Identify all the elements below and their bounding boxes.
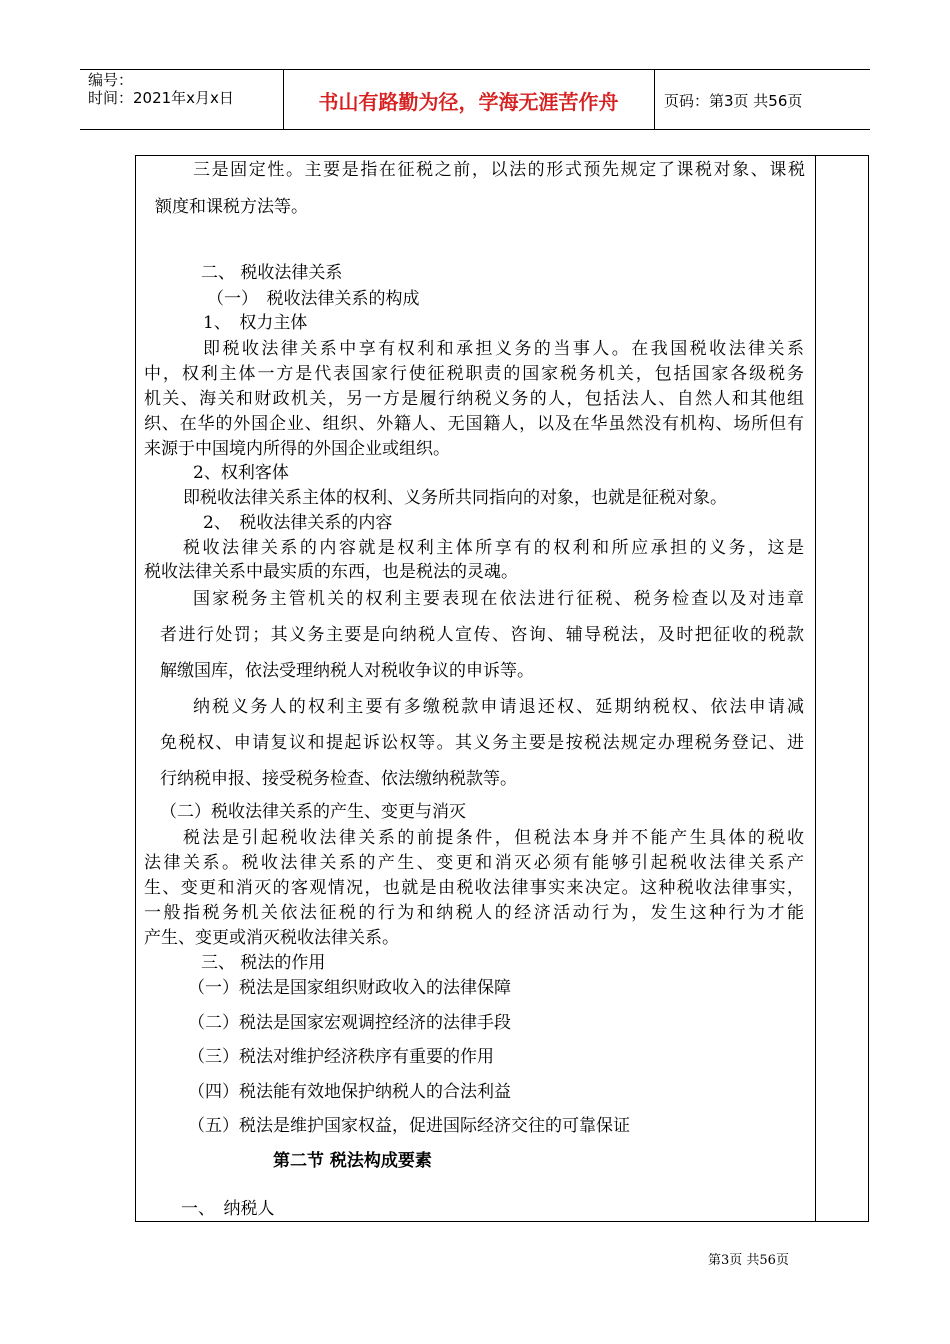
header-bottom-rule [80,129,870,130]
paragraph-line: 一般指税务机关依法征税的行为和纳税人的经济活动行为，发生这种行为才能 [144,903,804,923]
list-item: （四）税法能有效地保护纳税人的合法利益 [188,1082,511,1102]
paragraph-line: 法律关系。税收法律关系的产生、变更和消灭必须有能够引起税收法律关系产 [144,853,804,873]
date-label: 时间：2021年x月x日 [88,89,234,107]
section-heading: 一、 纳税人 [181,1199,275,1219]
list-item: （二）税法是国家宏观调控经济的法律手段 [188,1013,511,1033]
paragraph-line: 免税权、申请复议和提起诉讼权等。其义务主要是按税法规定办理税务登记、进 [160,733,804,753]
code-label: 编号： [88,71,134,89]
list-item: （三）税法对维护经济秩序有重要的作用 [188,1047,494,1067]
paragraph-line: 织、在华的外国企业、组织、外籍人、无国籍人，以及在华虽然没有机构、场所但有 [144,414,804,434]
paragraph-line: 额度和课税方法等。 [155,197,308,217]
chapter-section-title: 第二节 税法构成要素 [273,1151,432,1171]
section-heading: 三、 税法的作用 [201,953,326,973]
list-item: （一）税法是国家组织财政收入的法律保障 [188,978,511,998]
subsection-heading: （一） 税收法律关系的构成 [207,289,420,309]
paragraph-line: 三是固定性。主要是指在征税之前，以法的形式预先规定了课税对象、课税 [193,160,805,180]
header-top-rule [80,69,870,70]
paragraph-line: 产生、变更或消灭税收法律关系。 [144,928,399,948]
paragraph-line: 税收法律关系中最实质的东西，也是税法的灵魂。 [144,562,518,582]
paragraph-line: 纳税义务人的权利主要有多缴税款申请退还权、延期纳税权、依法申请减 [193,697,804,717]
paragraph-line: 即税收法律关系主体的权利、义务所共同指向的对象，也就是征税对象。 [183,488,727,508]
paragraph-line: 行纳税申报、接受税务检查、依法缴纳税款等。 [160,769,517,789]
paragraph-line: 解缴国库，依法受理纳税人对税收争议的申诉等。 [160,661,534,681]
paragraph-line: 税法是引起税收法律关系的前提条件，但税法本身并不能产生具体的税收 [183,828,804,848]
paragraph-line: 即税收法律关系中享有权利和承担义务的当事人。在我国税收法律关系 [203,339,804,359]
header-meta [88,71,234,107]
paragraph-line: 国家税务主管机关的权利主要表现在依法进行征税、税务检查以及对违章 [193,589,804,609]
list-item: （五）税法是维护国家权益，促进国际经济交往的可靠保证 [188,1116,630,1136]
paragraph-line: 税收法律关系的内容就是权利主体所享有的权利和所应承担的义务，这是 [183,538,804,558]
header-motto: 书山有路勤为径，学海无涯苦作舟 [318,90,619,114]
paragraph-line: 来源于中国境内所得的外国企业或组织。 [144,439,450,459]
subsection-heading: （二）税收法律关系的产生、变更与消灭 [160,802,466,822]
header-divider-2 [654,69,655,129]
paragraph-line: 机关、海关和财政机关，另一方是履行纳税义务的人，包括法人、自然人和其他组 [144,389,804,409]
header-divider-1 [283,69,284,129]
paragraph-line: 生、变更和消灭的客观情况，也就是由税收法律事实来决定。这种税收法律事实， [144,878,804,898]
paragraph-line: 中，权利主体一方是代表国家行使征税职责的国家税务机关，包括国家各级税务 [144,364,804,384]
section-heading: 二、 税收法律关系 [201,263,343,283]
footer-page-number: 第3页 共56页 [708,1253,789,1268]
paragraph-line: 者进行处罚；其义务主要是向纳税人宣传、咨询、辅导税法，及时把征收的税款 [160,625,804,645]
item-heading: 2、权利客体 [193,463,289,483]
header-page-info: 页码：第3页 共56页 [664,92,803,110]
table-column-divider [815,156,816,1221]
item-heading: 1、 权力主体 [203,313,308,333]
item-heading: 2、 税收法律关系的内容 [203,513,393,533]
